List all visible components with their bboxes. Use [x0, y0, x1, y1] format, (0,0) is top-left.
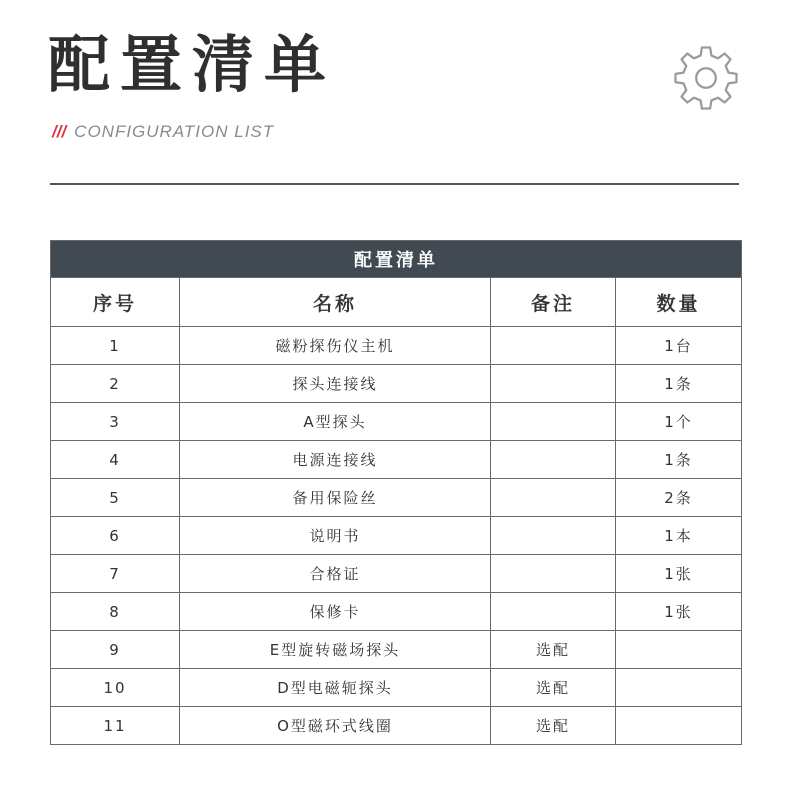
- row-number-cell: 9: [51, 631, 180, 669]
- table-header-row: [51, 278, 742, 327]
- table-caption: 配置清单: [51, 241, 742, 278]
- row-number-cell: 11: [51, 707, 180, 745]
- table-row: [51, 441, 742, 479]
- page-title: 配置清单: [48, 28, 337, 101]
- subtitle-text: CONFIGURATION LIST: [74, 122, 275, 141]
- row-quantity-cell: 1本: [616, 517, 742, 555]
- row-name-cell: 电源连接线: [180, 441, 491, 479]
- configuration-table: [50, 240, 742, 745]
- row-note-cell: [491, 365, 616, 403]
- row-name-cell: 探头连接线: [180, 365, 491, 403]
- row-quantity-cell: [616, 631, 742, 669]
- column-header-number: 序号: [51, 278, 180, 327]
- row-number-cell: 3: [51, 403, 180, 441]
- header-divider: [50, 183, 739, 185]
- row-number-cell: 6: [51, 517, 180, 555]
- column-header-name: 名称: [180, 278, 491, 327]
- table-row: [51, 517, 742, 555]
- table-row: [51, 593, 742, 631]
- column-header-note: 备注: [491, 278, 616, 327]
- row-name-cell: 磁粉探伤仪主机: [180, 327, 491, 365]
- row-number-cell: 10: [51, 669, 180, 707]
- row-name-cell: 保修卡: [180, 593, 491, 631]
- row-name-cell: D型电磁轭探头: [180, 669, 491, 707]
- gear-icon: [671, 43, 741, 113]
- row-name-cell: 备用保险丝: [180, 479, 491, 517]
- row-note-cell: [491, 403, 616, 441]
- row-note-cell: 选配: [491, 631, 616, 669]
- row-name-cell: O型磁环式线圈: [180, 707, 491, 745]
- table-row: [51, 479, 742, 517]
- row-note-cell: [491, 327, 616, 365]
- table-row: [51, 327, 742, 365]
- row-note-cell: [491, 517, 616, 555]
- row-note-cell: 选配: [491, 707, 616, 745]
- row-number-cell: 8: [51, 593, 180, 631]
- row-number-cell: 2: [51, 365, 180, 403]
- row-note-cell: [491, 593, 616, 631]
- page-subtitle: [52, 122, 274, 142]
- table-row: [51, 631, 742, 669]
- row-quantity-cell: [616, 707, 742, 745]
- row-quantity-cell: 2条: [616, 479, 742, 517]
- row-name-cell: 说明书: [180, 517, 491, 555]
- row-number-cell: 5: [51, 479, 180, 517]
- table-row: [51, 555, 742, 593]
- table-row: [51, 669, 742, 707]
- row-note-cell: [491, 479, 616, 517]
- row-note-cell: [491, 441, 616, 479]
- table-banner-row: [51, 241, 742, 278]
- table-row: [51, 707, 742, 745]
- row-note-cell: 选配: [491, 669, 616, 707]
- column-header-quantity: 数量: [616, 278, 742, 327]
- row-quantity-cell: [616, 669, 742, 707]
- table-row: [51, 403, 742, 441]
- row-quantity-cell: 1个: [616, 403, 742, 441]
- row-name-cell: E型旋转磁场探头: [180, 631, 491, 669]
- row-number-cell: 7: [51, 555, 180, 593]
- row-quantity-cell: 1条: [616, 441, 742, 479]
- row-name-cell: 合格证: [180, 555, 491, 593]
- row-quantity-cell: 1条: [616, 365, 742, 403]
- row-note-cell: [491, 555, 616, 593]
- table-row: [51, 365, 742, 403]
- row-number-cell: 4: [51, 441, 180, 479]
- table-body: [51, 327, 742, 745]
- row-number-cell: 1: [51, 327, 180, 365]
- row-name-cell: A型探头: [180, 403, 491, 441]
- subtitle-slash-mark: ///: [52, 122, 67, 141]
- row-quantity-cell: 1张: [616, 593, 742, 631]
- row-quantity-cell: 1张: [616, 555, 742, 593]
- row-quantity-cell: 1台: [616, 327, 742, 365]
